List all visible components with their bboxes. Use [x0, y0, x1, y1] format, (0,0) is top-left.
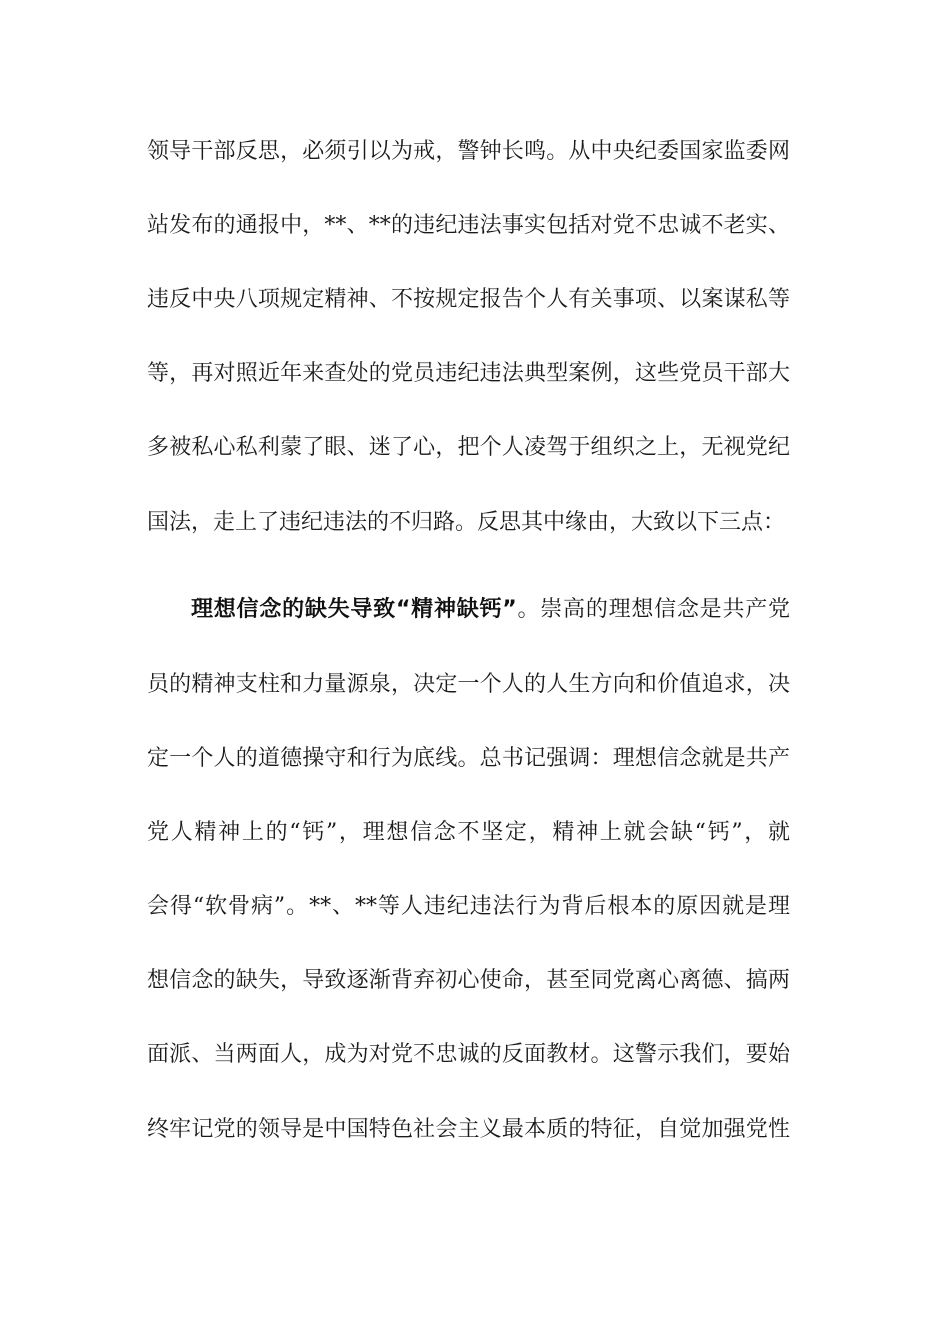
text-line: 国法，走上了违纪违法的不归路。反思其中缘由，大致以下三点：	[147, 510, 786, 535]
text-span: 。崇高的理想信念是共产党	[516, 597, 790, 622]
text-line: 违反中央八项规定精神、不按规定报告个人有关事项、以案谋私等	[147, 287, 790, 312]
text-line: 员的精神支柱和力量源泉，决定一个人的人生方向和价值追求，决	[147, 672, 790, 697]
text-line: 终牢记党的领导是中国特色社会主义最本质的特征，自觉加强党性	[147, 1117, 790, 1142]
text-line: 面派、当两面人，成为对党不忠诚的反面教材。这警示我们，要始	[147, 1042, 790, 1067]
text-line: 会得“软骨病”。**、**等人违纪违法行为背后根本的原因就是理	[147, 894, 790, 919]
text-line: 党人精神上的“钙”，理想信念不坚定，精神上就会缺“钙”，就	[147, 820, 790, 845]
text-line: 站发布的通报中，**、**的违纪违法事实包括对党不忠诚不老实、	[147, 213, 790, 238]
text-line: 等，再对照近年来查处的党员违纪违法典型案例，这些党员干部大	[147, 361, 790, 386]
section-heading: 理想信念的缺失导致“精神缺钙”	[191, 597, 517, 622]
text-line: 定一个人的道德操守和行为底线。总书记强调：理想信念就是共产	[147, 746, 790, 771]
paragraph-first-line	[191, 590, 790, 630]
text-line: 想信念的缺失，导致逐渐背弃初心使命，甚至同党离心离德、搞两	[147, 968, 790, 993]
text-line: 领导干部反思，必须引以为戒，警钟长鸣。从中央纪委国家监委网	[147, 139, 790, 164]
text-line: 多被私心私利蒙了眼、迷了心，把个人凌驾于组织之上，无视党纪	[147, 435, 790, 460]
